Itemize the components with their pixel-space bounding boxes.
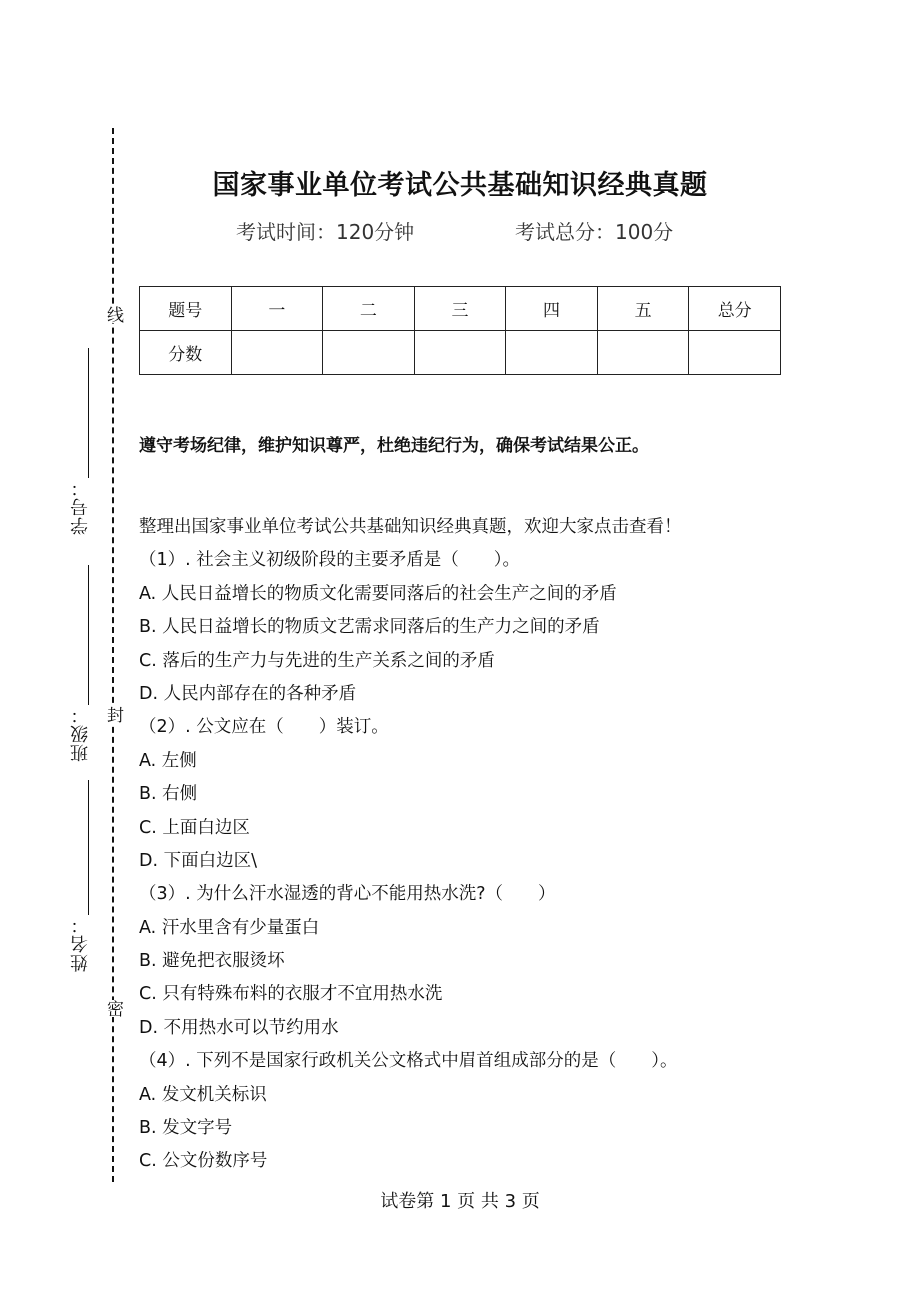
question-list [139,513,859,1181]
score-table-score-row [140,331,781,375]
question-stem: （3）. 为什么汗水湿透的背心不能用热水洗?（ ） [139,884,556,905]
student-id-label: 学号： [70,478,91,535]
score-header-cell: 二 [323,287,415,331]
score-header-cell: 三 [414,287,506,331]
question-option: B. 人民日益增长的物质文艺需求同落后的生产力之间的矛盾 [139,617,600,638]
question-option: C. 公文份数序号 [139,1151,268,1172]
question-option: C. 上面白边区 [139,817,250,838]
score-row-label: 分数 [140,331,232,375]
binding-mark-feng: 封 [103,706,123,723]
question-option: A. 左侧 [139,750,197,771]
question-stem: （2）. 公文应在（ ）装订。 [139,717,389,738]
score-header-cell: 题号 [140,287,232,331]
page-footer: 试卷第 1 页 共 3 页 [380,1191,540,1212]
name-label: 姓名： [70,915,91,972]
score-header-cell: 五 [597,287,689,331]
class-label: 班级： [70,705,91,762]
score-header-cell: 四 [506,287,598,331]
score-cell-total[interactable] [689,331,781,375]
score-cell[interactable] [597,331,689,375]
intro-text: 整理出国家事业单位考试公共基础知识经典真题，欢迎大家点击查看！ [139,517,682,537]
question-option: B. 避免把衣服烫坏 [139,951,285,972]
question-option: D. 不用热水可以节约用水 [139,1017,339,1038]
name-blank[interactable] [88,780,89,915]
question-stem: （4）. 下列不是国家行政机关公文格式中眉首组成部分的是（ ）。 [139,1051,678,1072]
exam-time: 考试时间：120分钟 [236,220,415,244]
exam-notice: 遵守考场纪律，维护知识尊严，杜绝违纪行为，确保考试结果公正。 [139,436,649,456]
question-option: A. 汗水里含有少量蛋白 [139,917,320,938]
question-option: C. 落后的生产力与先进的生产关系之间的矛盾 [139,650,495,671]
question-option: D. 人民内部存在的各种矛盾 [139,683,357,704]
score-cell[interactable] [323,331,415,375]
question-option: A. 发文机关标识 [139,1084,267,1105]
score-cell[interactable] [506,331,598,375]
question-option: C. 只有特殊布料的衣服才不宜用热水洗 [139,984,443,1005]
class-blank[interactable] [88,565,89,705]
binding-mark-mi: 密 [103,1000,123,1017]
binding-dashed-line [112,128,114,1182]
score-table-header-row [140,287,781,331]
question-option: B. 右侧 [139,784,198,805]
score-header-cell: 一 [231,287,323,331]
question-option: D. 下面白边区\ [139,850,257,871]
question-option: B. 发文字号 [139,1118,233,1139]
score-cell[interactable] [231,331,323,375]
score-cell[interactable] [414,331,506,375]
score-header-cell: 总分 [689,287,781,331]
score-table [139,286,781,375]
exam-title: 国家事业单位考试公共基础知识经典真题 [212,170,708,201]
binding-mark-xian: 线 [103,306,123,323]
exam-total-score: 考试总分：100分 [515,220,674,244]
question-stem: （1）. 社会主义初级阶段的主要矛盾是（ ）。 [139,550,521,571]
student-id-blank[interactable] [88,348,89,478]
question-option: A. 人民日益增长的物质文化需要同落后的社会生产之间的矛盾 [139,583,617,604]
